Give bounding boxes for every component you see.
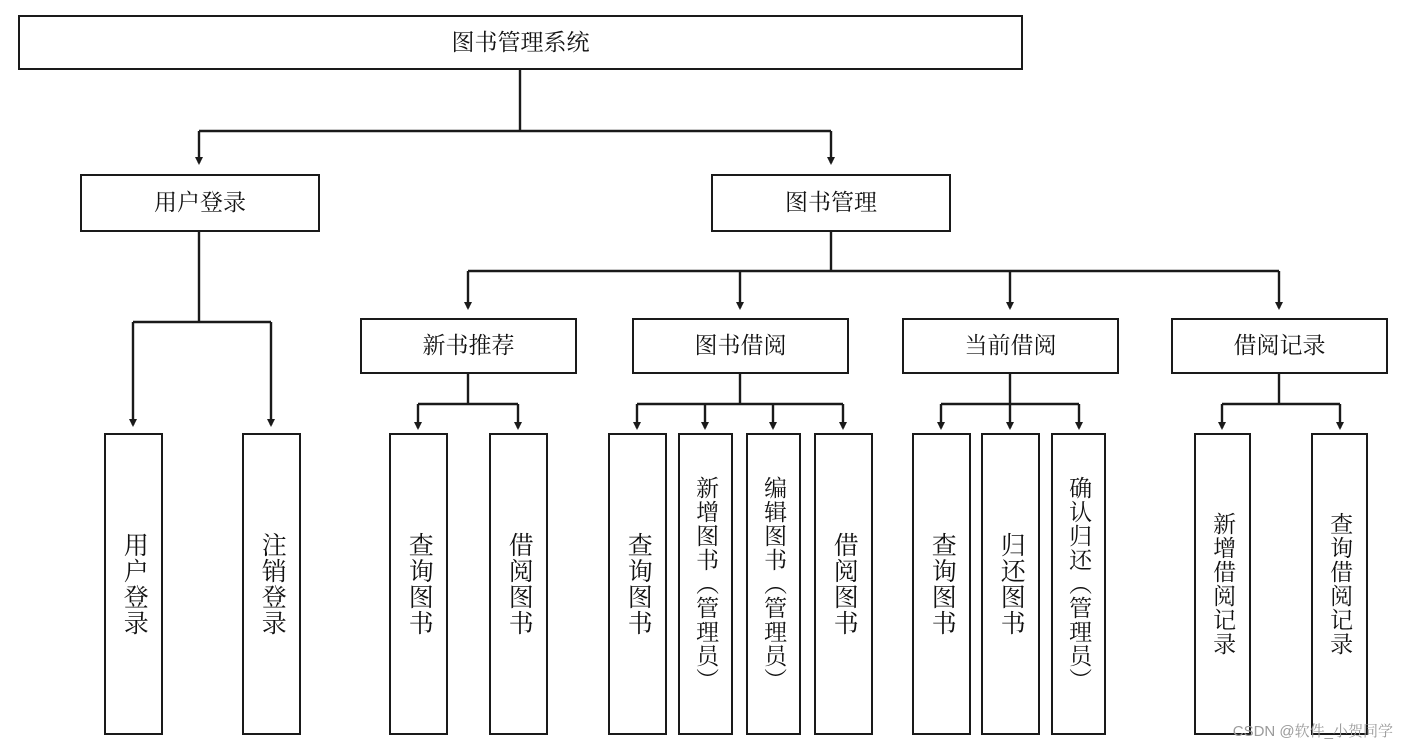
node-new-book-recommend-label: 新书推荐 [422, 332, 515, 359]
node-book-management-label: 图书管理 [785, 189, 877, 216]
leaf-label: 归还图书 [997, 532, 1026, 636]
leaf-book-borrow-edit[interactable] [746, 433, 801, 735]
node-book-borrow-label: 图书借阅 [694, 332, 787, 359]
leaf-book-borrow-borrow[interactable] [814, 433, 873, 735]
leaf-label: 借阅图书 [830, 532, 859, 636]
leaf-book-borrow-query[interactable] [608, 433, 667, 735]
node-borrow-record[interactable] [1171, 318, 1388, 374]
leaf-user-login-logout[interactable] [242, 433, 301, 735]
watermark-text: CSDN @软件_小贺同学 [1232, 723, 1393, 740]
leaf-new-book-borrow[interactable] [489, 433, 548, 735]
leaf-label: 新增借阅记录 [1210, 512, 1237, 656]
leaf-borrow-record-query[interactable] [1311, 433, 1368, 735]
leaf-label: 确认归还（管理员） [1066, 476, 1093, 692]
node-borrow-record-label: 借阅记录 [1233, 332, 1326, 359]
leaf-label: 编辑图书（管理员） [761, 476, 788, 692]
node-new-book-recommend[interactable] [360, 318, 577, 374]
leaf-book-borrow-add[interactable] [678, 433, 733, 735]
leaf-current-borrow-return[interactable] [981, 433, 1040, 735]
node-root[interactable] [18, 15, 1023, 70]
leaf-new-book-query[interactable] [389, 433, 448, 735]
leaf-label: 新增图书（管理员） [693, 476, 720, 692]
leaf-label: 查询图书 [405, 532, 434, 636]
leaf-label: 借阅图书 [505, 532, 534, 636]
leaf-user-login-login[interactable] [104, 433, 163, 735]
node-book-management[interactable] [711, 174, 951, 232]
node-current-borrow-label: 当前借阅 [964, 332, 1057, 359]
leaf-current-borrow-query[interactable] [912, 433, 971, 735]
leaf-label: 用户登录 [120, 532, 149, 636]
node-root-label: 图书管理系统 [451, 28, 590, 55]
leaf-label: 查询图书 [928, 532, 957, 636]
node-book-borrow[interactable] [632, 318, 849, 374]
leaf-current-borrow-confirm[interactable] [1051, 433, 1106, 735]
leaf-label: 查询借阅记录 [1327, 512, 1354, 656]
leaf-borrow-record-add[interactable] [1194, 433, 1251, 735]
node-user-login-label: 用户登录 [154, 189, 246, 216]
leaf-label: 注销登录 [258, 532, 287, 636]
node-current-borrow[interactable] [902, 318, 1119, 374]
node-user-login[interactable] [80, 174, 320, 232]
leaf-label: 查询图书 [624, 532, 653, 636]
